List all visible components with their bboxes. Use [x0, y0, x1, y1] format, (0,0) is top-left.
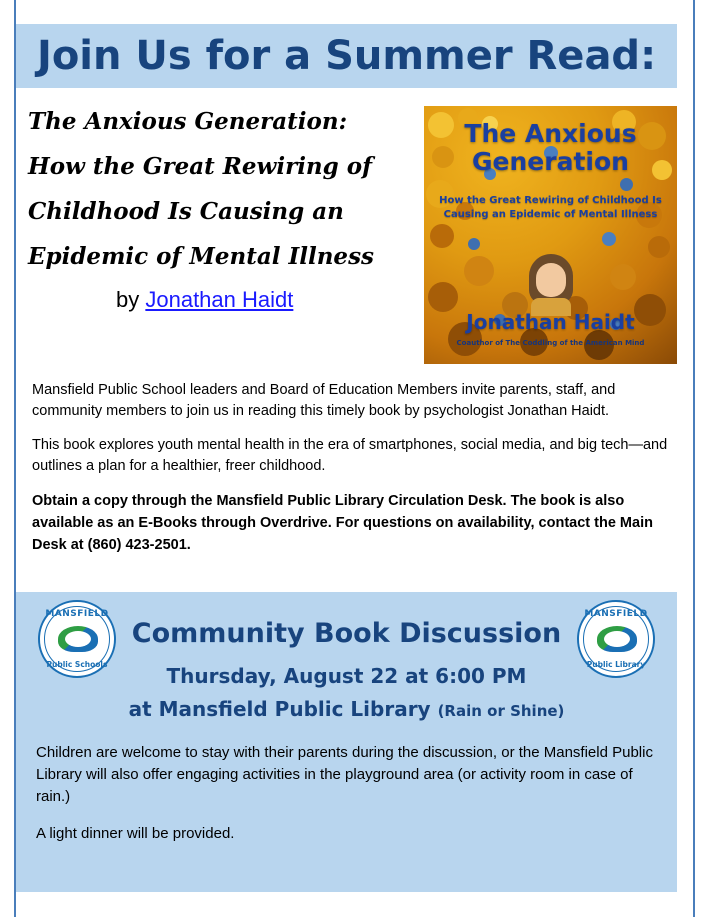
schools-logo-top-text: MANSFIELD [45, 609, 109, 619]
event-datetime: Thursday, August 22 at 6:00 PM [166, 664, 527, 688]
byline-prefix: by [116, 287, 146, 313]
book-title-line-1: The Anxious Generation: [28, 108, 348, 135]
event-rain-note: (Rain or Shine) [437, 702, 565, 720]
event-notes [36, 742, 656, 861]
cover-author: Jonathan Haidt [466, 310, 635, 334]
cover-title-line-2: Generation [472, 147, 629, 176]
body-paragraph-1: Mansfield Public School leaders and Board of Education Members invite parents, staff, and community members to join us in reading this timely book by psychologist Jonathan Haidt. [32, 382, 616, 419]
cover-title-line-1: The Anxious [464, 119, 637, 148]
event-note-2: A light dinner will be provided. [36, 825, 235, 843]
header-banner [16, 24, 677, 88]
book-cover-image [424, 106, 677, 364]
page-title: Join Us for a Summer Read: [36, 33, 657, 79]
page-border-right [693, 0, 695, 917]
author-link[interactable]: Jonathan Haidt [145, 287, 294, 313]
event-heading: Community Book Discussion [131, 618, 562, 649]
cover-girl-illustration [525, 254, 577, 316]
book-title-line-3: Childhood Is Causing an [28, 197, 344, 225]
event-location-text: at Mansfield Public Library [128, 697, 431, 721]
cover-title [424, 120, 677, 176]
book-byline [116, 287, 418, 313]
library-logo-top-text: MANSFIELD [584, 609, 648, 619]
cover-author-credit: Coauthor of The Coddling of the American Mind [456, 339, 645, 347]
event-panel [16, 592, 677, 892]
book-title-line-4: Epidemic of Mental Illness [28, 242, 374, 270]
library-logo-bottom-text: Public Library [586, 660, 646, 669]
body-paragraph-3: Obtain a copy through the Mansfield Public Library Circulation Desk. The book is also available as an E-Books through Overdrive. For questions on availability, contact the Main Desk at (860) 423-2501. [32, 493, 653, 554]
body-paragraph-2: This book explores youth mental health in the era of smartphones, social media, and big tech—and outlines a plan for a healthier, freer childhood. [32, 437, 668, 474]
cover-subtitle: How the Great Rewiring of Childhood Is Causing an Epidemic of Mental Illness [439, 195, 662, 220]
book-title-line-2: How the Great Rewiring of [28, 152, 372, 180]
schools-logo-bottom-text: Public Schools [46, 660, 108, 669]
book-title-block [28, 100, 418, 313]
event-note-1: Children are welcome to stay with their parents during the discussion, or the Mansfield Public Library will also offer engaging activities in the playground area (or activity room in case of rain.) [36, 744, 653, 805]
event-location [16, 697, 677, 721]
body-text [32, 380, 677, 570]
